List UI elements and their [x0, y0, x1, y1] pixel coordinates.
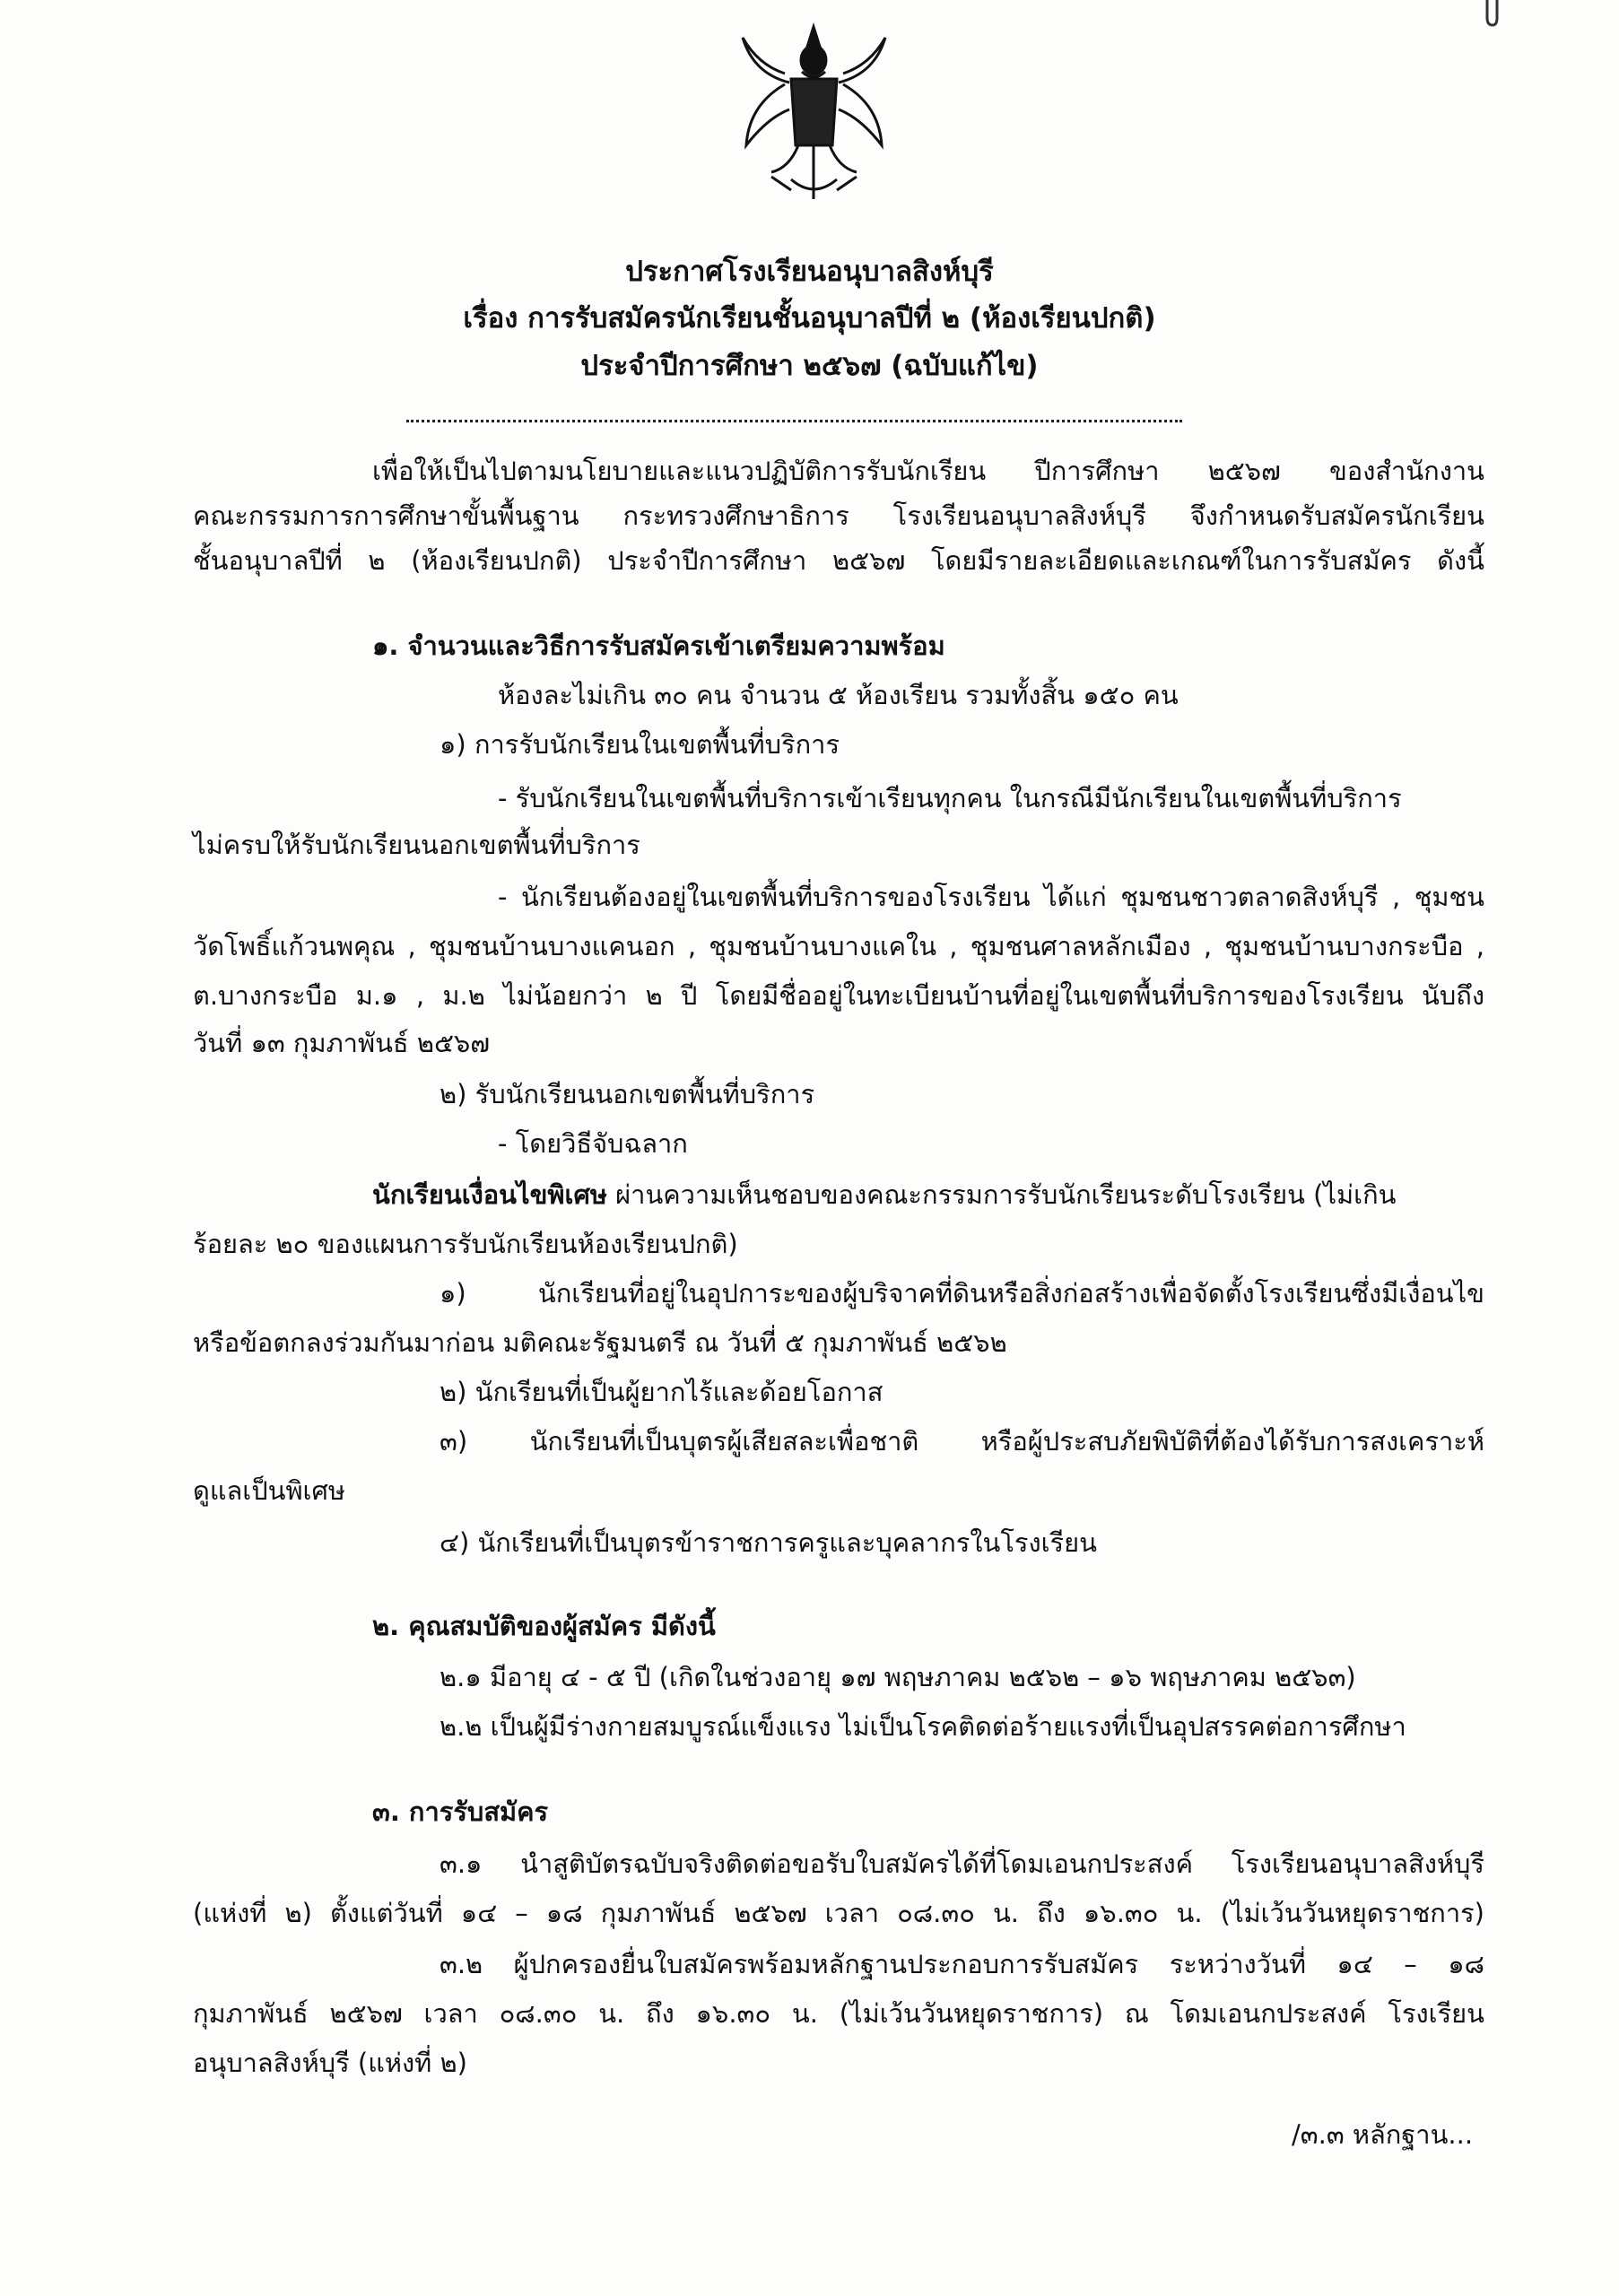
- section3-item2: ๓.๒ ผู้ปกครองยื่นใบสมัครพร้อมหลักฐานประกอบการรับสมัคร ระหว่างวันที่ ๑๔ – ๑๘: [440, 1949, 1484, 1979]
- special-paragraph: [372, 1177, 1484, 1213]
- special-text: ผ่านความเห็นชอบของคณะกรรมการรับนักเรียนระดับโรงเรียน (ไม่เกิน: [606, 1179, 1397, 1210]
- intro-line-1: เพื่อให้เป็นไปตามนโยบายและแนวปฏิบัติการรับนักเรียน ปีการศึกษา ๒๕๖๗ ของสำนักงาน: [372, 456, 1484, 486]
- garuda-emblem-icon: [736, 20, 892, 208]
- section1-item1: ๑) การรับนักเรียนในเขตพื้นที่บริการ: [440, 729, 840, 760]
- section1-heading: ๑. จำนวนและวิธีการรับสมัครเข้าเตรียมความพร้อม: [372, 631, 945, 661]
- section3-item1: ๓.๑ นำสูติบัตรฉบับจริงติดต่อขอรับใบสมัครได้ที่โดมเอนกประสงค์ โรงเรียนอนุบาลสิงห์บุรี: [440, 1848, 1484, 1879]
- section1-item1-b-cont3: วันที่ ๑๓ กุมภาพันธ์ ๒๕๖๗: [193, 1028, 491, 1058]
- section1-capacity: ห้องละไม่เกิน ๓๐ คน จำนวน ๕ ห้องเรียน รวมทั้งสิ้น ๑๕๐ คน: [498, 680, 1179, 710]
- title-line-2: เรื่อง การรับสมัครนักเรียนชั้นอนุบาลปีที่ ๒ (ห้องเรียนปกติ): [463, 302, 1156, 335]
- section1-item1-b: - นักเรียนต้องอยู่ในเขตพื้นที่บริการของโรงเรียน ได้แก่ ชุมชนชาวตลาดสิงห์บุรี , ชุมชน: [498, 882, 1484, 912]
- section1-item1-b-cont2: ต.บางกระบือ ม.๑ , ม.๒ ไม่น้อยกว่า ๒ ปี โดยมีชื่ออยู่ในทะเบียนบ้านที่อยู่ในเขตพื้นที่บริการของโรงเรียน นับถึง: [193, 980, 1484, 1011]
- special-item1: ๑) นักเรียนที่อยู่ในอุปการะของผู้บริจาคที่ดินหรือสิ่งก่อสร้างเพื่อจัดตั้งโรงเรียนซึ่งมีเงื่อนไข: [440, 1278, 1484, 1309]
- continued-marker: /๓.๓ หลักฐาน...: [1292, 2119, 1474, 2150]
- section3-item2-cont2: อนุบาลสิงห์บุรี (แห่งที่ ๒): [193, 2048, 467, 2078]
- title-line-3: ประจำปีการศึกษา ๒๕๖๗ (ฉบับแก้ไข): [580, 350, 1039, 382]
- intro-line-2: คณะกรรมการการศึกษาขั้นพื้นฐาน กระทรวงศึกษาธิการ โรงเรียนอนุบาลสิงห์บุรี จึงกำหนดรับสมัครนักเรียน: [193, 500, 1484, 531]
- title-line-1: ประกาศโรงเรียนอนุบาลสิงห์บุรี: [625, 256, 994, 288]
- section2-item1: ๒.๑ มีอายุ ๔ - ๕ ปี (เกิดในช่วงอายุ ๑๗ พฤษภาคม ๒๕๖๒ – ๑๖ พฤษภาคม ๒๕๖๓): [440, 1662, 1356, 1692]
- section1-item2-a: - โดยวิธีจับฉลาก: [498, 1128, 688, 1159]
- section1-item2: ๒) รับนักเรียนนอกเขตพื้นที่บริการ: [440, 1079, 815, 1109]
- special-item4: ๔) นักเรียนที่เป็นบุตรข้าราชการครูและบุคลากรในโรงเรียน: [440, 1527, 1097, 1558]
- section1-item1-b-cont1: วัดโพธิ์แก้วนพคุณ , ชุมชนบ้านบางแคนอก , ชุมชนบ้านบางแคใน , ชุมชนศาลหลักเมือง , ชุมชนบ้านบางกระบือ ,: [193, 931, 1484, 961]
- section2-heading: ๒. คุณสมบัติของผู้สมัคร มีดังนี้: [372, 1611, 716, 1641]
- staple-mark: [1484, 0, 1500, 27]
- section1-item1-a-cont: ไม่ครบให้รับนักเรียนนอกเขตพื้นที่บริการ: [193, 830, 640, 860]
- section2-item2: ๒.๒ เป็นผู้มีร่างกายสมบูรณ์แข็งแรง ไม่เป็นโรคติดต่อร้ายแรงที่เป็นอุปสรรคต่อการศึกษา: [440, 1711, 1406, 1742]
- special-item2: ๒) นักเรียนที่เป็นผู้ยากไร้และด้อยโอกาส: [440, 1377, 883, 1407]
- special-label: นักเรียนเงื่อนไขพิเศษ: [372, 1179, 607, 1210]
- special-item3-cont: ดูแลเป็นพิเศษ: [193, 1475, 345, 1506]
- section3-item1-cont: (แห่งที่ ๒) ตั้งแต่วันที่ ๑๔ – ๑๘ กุมภาพันธ์ ๒๕๖๗ เวลา ๐๘.๓๐ น. ถึง ๑๖.๓๐ น. (ไม่เว้นวันหยุดราชการ): [193, 1898, 1484, 1928]
- section3-heading: ๓. การรับสมัคร: [372, 1796, 549, 1827]
- intro-line-3: ชั้นอนุบาลปีที่ ๒ (ห้องเรียนปกติ) ประจำปีการศึกษา ๒๕๖๗ โดยมีรายละเอียดและเกณฑ์ในการรับสมัคร ดังนี้: [193, 545, 1484, 576]
- section1-item1-a: - รับนักเรียนในเขตพื้นที่บริการเข้าเรียนทุกคน ในกรณีมีนักเรียนในเขตพื้นที่บริการ: [498, 783, 1402, 813]
- special-item1-cont: หรือข้อตกลงร่วมกันมาก่อน มติคณะรัฐมนตรี ณ วันที่ ๕ กุมภาพันธ์ ๒๕๖๒: [193, 1327, 1007, 1358]
- section3-item2-cont1: กุมภาพันธ์ ๒๕๖๗ เวลา ๐๘.๓๐ น. ถึง ๑๖.๓๐ น. (ไม่เว้นวันหยุดราชการ) ณ โดมเอนกประสงค์ โรงเรียน: [193, 1998, 1484, 2029]
- special-cont: ร้อยละ ๒๐ ของแผนการรับนักเรียนห้องเรียนปกติ): [193, 1229, 738, 1259]
- special-item3: ๓) นักเรียนที่เป็นบุตรผู้เสียสละเพื่อชาติ หรือผู้ประสบภัยพิบัติที่ต้องได้รับการสงเคราะห์: [440, 1426, 1484, 1457]
- dotted-separator: [406, 420, 1182, 422]
